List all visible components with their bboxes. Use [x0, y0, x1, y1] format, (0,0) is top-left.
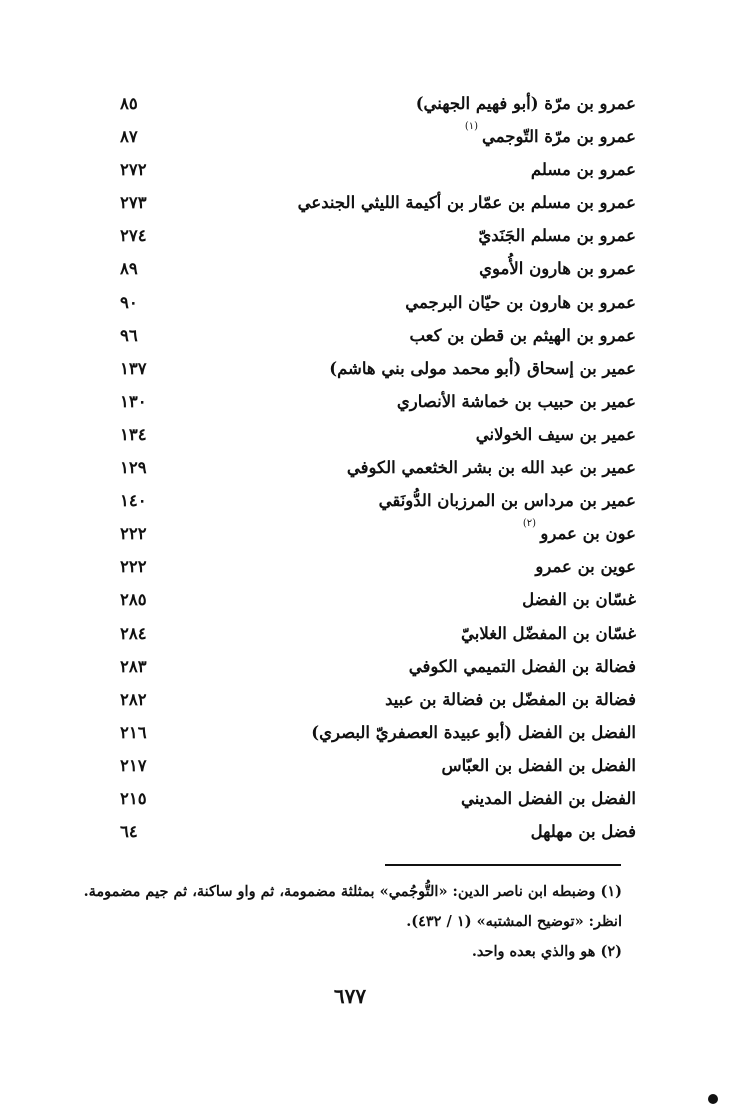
entry-name: عمير بن إسحاق (أبو محمد مولى بني هاشم) — [329, 358, 636, 378]
index-entry — [120, 121, 636, 158]
footnotes-block — [80, 878, 622, 968]
entry-name: الفضل بن الفضل بن العبّاس — [441, 755, 636, 775]
entry-name: عون بن عمرو — [540, 524, 636, 544]
index-entry — [120, 224, 636, 257]
index-entry — [120, 754, 636, 787]
entry-page-number: ٩٠ — [120, 292, 138, 312]
entry-page-number: ٢٧٢ — [120, 160, 147, 180]
entry-page-number: ٢١٧ — [120, 755, 147, 775]
entry-name: غسّان بن المفضّل الغلابيّ — [461, 623, 636, 643]
entry-page-number: ٦٤ — [120, 822, 138, 842]
scan-mark-dot — [708, 1094, 718, 1104]
entry-page-number: ١٣٠ — [120, 391, 147, 411]
index-entry — [120, 456, 636, 489]
entry-page-number: ١٣٧ — [120, 358, 147, 378]
entry-name: عمير بن سيف الخولاني — [475, 424, 636, 444]
footnote-2: (٢) هو والذي بعده واحد. — [471, 943, 622, 960]
index-entry — [120, 191, 636, 224]
entry-name: عمرو بن مرّة (أبو فهيم الجهني) — [415, 94, 636, 113]
index-entry — [120, 291, 636, 324]
entry-name: عمير بن حبيب بن خماشة الأنصاري — [396, 391, 636, 411]
entry-name: غسّان بن الفضل — [522, 590, 636, 610]
entry-name: فضالة بن المفضّل بن فضالة بن عبيد — [385, 689, 636, 709]
entry-name: عمرو بن هارون بن حيّان البرجمي — [405, 292, 636, 312]
index-entry — [120, 158, 636, 191]
entry-page-number: ١٣٤ — [120, 424, 147, 444]
entry-page-number: ٢٢٢ — [120, 524, 147, 544]
entry-name: الفضل بن الفضل المديني — [460, 788, 636, 808]
index-entry — [120, 357, 636, 390]
index-entry — [120, 555, 636, 588]
entry-page-number: ٢٨٢ — [120, 689, 147, 709]
entry-page-number: ٨٧ — [120, 127, 138, 147]
index-entry — [120, 622, 636, 655]
entry-name: فضالة بن الفضل التميمي الكوفي — [408, 656, 636, 676]
index-entry — [120, 655, 636, 688]
entry-name: عمرو بن الهيثم بن قطن بن كعب — [409, 325, 636, 345]
entry-page-number: ٢١٦ — [120, 722, 147, 742]
footnote-marker: (٢) — [522, 518, 536, 530]
entry-page-number: ٨٥ — [120, 94, 138, 113]
entry-page-number: ١٢٩ — [120, 458, 147, 478]
index-entry — [120, 787, 636, 820]
index-entry — [120, 518, 636, 555]
footnote-marker: (١) — [464, 121, 478, 133]
entry-page-number: ٩٦ — [120, 325, 138, 345]
index-entry — [120, 92, 636, 125]
index-entry — [120, 324, 636, 357]
entry-name: عمير بن مرداس بن المرزبان الدُّونَقي — [378, 491, 636, 511]
name-index-list — [120, 92, 636, 853]
entry-name: عمير بن عبد الله بن بشر الخثعمي الكوفي — [346, 458, 636, 478]
index-entry — [120, 489, 636, 522]
index-entry — [120, 820, 636, 853]
entry-page-number: ٢٧٣ — [120, 193, 147, 213]
entry-name: عمرو بن هارون الأُموي — [479, 259, 636, 279]
index-entry — [120, 588, 636, 621]
entry-name: عوين بن عمرو — [535, 557, 636, 577]
entry-page-number: ٢٧٤ — [120, 226, 147, 246]
index-entry — [120, 257, 636, 290]
entry-page-number: ٨٩ — [120, 259, 138, 279]
entry-page-number: ٢٨٤ — [120, 623, 147, 643]
entry-name: عمرو بن مسلم بن عمّار بن أكيمة الليثي الجندعي — [297, 193, 636, 213]
index-entry — [120, 423, 636, 456]
page-number: ٦٧٧ — [333, 984, 367, 1008]
footnote-separator — [385, 864, 621, 866]
entry-name: الفضل بن الفضل (أبو عبيدة العصفريّ البصري) — [311, 722, 636, 742]
entry-page-number: ٢٢٢ — [120, 557, 147, 577]
entry-name: عمرو بن مسلم — [530, 160, 636, 180]
entry-page-number: ٢٨٥ — [120, 590, 147, 610]
entry-page-number: ٢٨٣ — [120, 656, 147, 676]
entry-name: فضل بن مهلهل — [530, 822, 636, 842]
footnote-1-reference: انظر: «توضيح المشتبه» (١ / ٤٣٢). — [406, 913, 622, 930]
index-entry — [120, 688, 636, 721]
entry-name: عمرو بن مرّة التّوجمي — [481, 127, 636, 147]
entry-page-number: ٢١٥ — [120, 788, 147, 808]
entry-name: عمرو بن مسلم الجَنَديّ — [478, 226, 636, 246]
entry-page-number: ١٤٠ — [120, 491, 147, 511]
footnote-1: (١) وضبطه ابن ناصر الدين: «التُّوجُمي» بمثلثة مضمومة، ثم واو ساكنة، ثم جيم مضمومة. — [83, 883, 622, 900]
index-entry — [120, 390, 636, 423]
index-entry — [120, 721, 636, 754]
